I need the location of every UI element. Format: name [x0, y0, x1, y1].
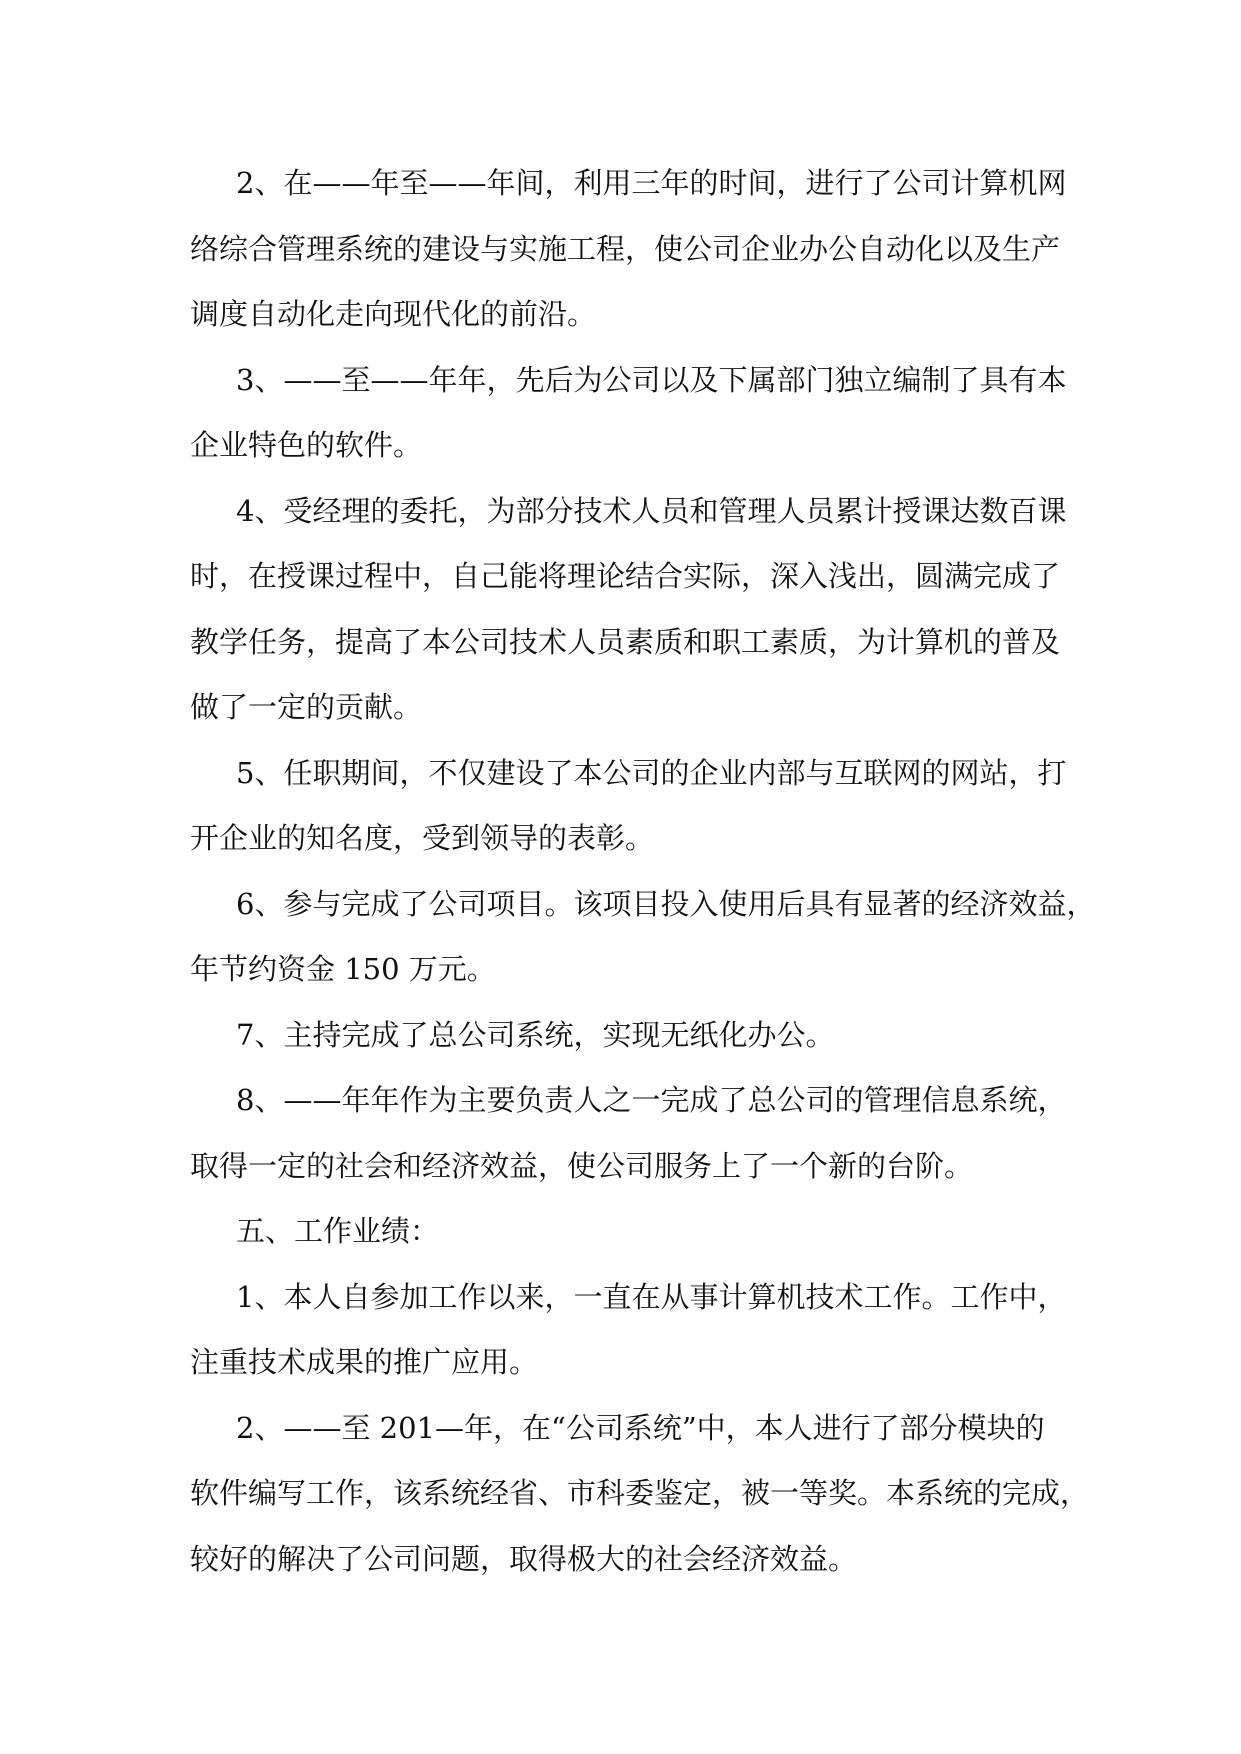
text-line: 年节约资金 150 万元。: [190, 952, 496, 986]
text-line: 3、——至——年年，先后为公司以及下属部门独立编制了具有本: [236, 362, 1067, 397]
section-heading: [190, 1199, 1090, 1265]
text-line: 软件编写工作，该系统经省、市科委鉴定，被一等奖。本系统的完成，: [190, 1476, 1090, 1510]
paragraph-item-5-website: [190, 741, 1090, 872]
text-line: 7、主持完成了总公司系统，实现无纸化办公。: [236, 1017, 835, 1052]
paragraph-item-4-teaching: [190, 479, 1090, 741]
text-line: 取得一定的社会和经济效益，使公司服务上了一个新的台阶。: [190, 1148, 974, 1183]
text-line: 企业特色的软件。: [190, 428, 423, 462]
paragraph-item-3-software: [190, 348, 1090, 479]
text-line: 络综合管理系统的建设与实施工程，使公司企业办公自动化以及生产: [190, 231, 1061, 266]
paragraph-item-2-network-system: [190, 151, 1090, 348]
text-line: 1、本人自参加工作以来，一直在从事计算机技术工作。工作中，: [236, 1279, 1067, 1314]
text-line: 做了一定的贡献。: [190, 690, 423, 724]
text-line: 较好的解决了公司问题，取得极大的社会经济效益。: [190, 1541, 858, 1576]
text-line: 调度自动化走向现代化的前沿。: [190, 297, 597, 331]
paragraph-item-6-project: [190, 872, 1096, 1003]
text-line: 教学任务，提高了本公司技术人员素质和职工素质，为计算机的普及: [190, 624, 1061, 659]
text-line: 时，在授课过程中，自己能将理论结合实际，深入浅出，圆满完成了: [190, 559, 1061, 593]
text-line: 6、参与完成了公司项目。该项目投入使用后具有显著的经济效益，: [236, 886, 1096, 921]
paragraph-achievement-1: [190, 1265, 1090, 1396]
text-line: 2、在——年至——年间，利用三年的时间，进行了公司计算机网: [236, 166, 1067, 200]
document-body: [190, 151, 1096, 1592]
text-line: 2、——至 201—年，在“公司系统”中，本人进行了部分模块的: [236, 1410, 1045, 1445]
section-heading-text: 五、工作业绩：: [236, 1214, 440, 1248]
paragraph-achievement-2: [190, 1396, 1090, 1593]
text-line: 开企业的知名度，受到领导的表彰。: [190, 821, 655, 855]
text-line: 5、任职期间，不仅建设了本公司的企业内部与互联网的网站，打: [236, 755, 1067, 790]
paragraph-item-8-mis: [190, 1068, 1090, 1199]
text-line: 4、受经理的委托，为部分技术人员和管理人员累计授课达数百课: [236, 493, 1067, 528]
text-line: 注重技术成果的推广应用。: [190, 1345, 539, 1379]
paragraph-item-7-paperless: [190, 1003, 1090, 1069]
text-line: 8、——年年作为主要负责人之一完成了总公司的管理信息系统，: [236, 1083, 1067, 1117]
